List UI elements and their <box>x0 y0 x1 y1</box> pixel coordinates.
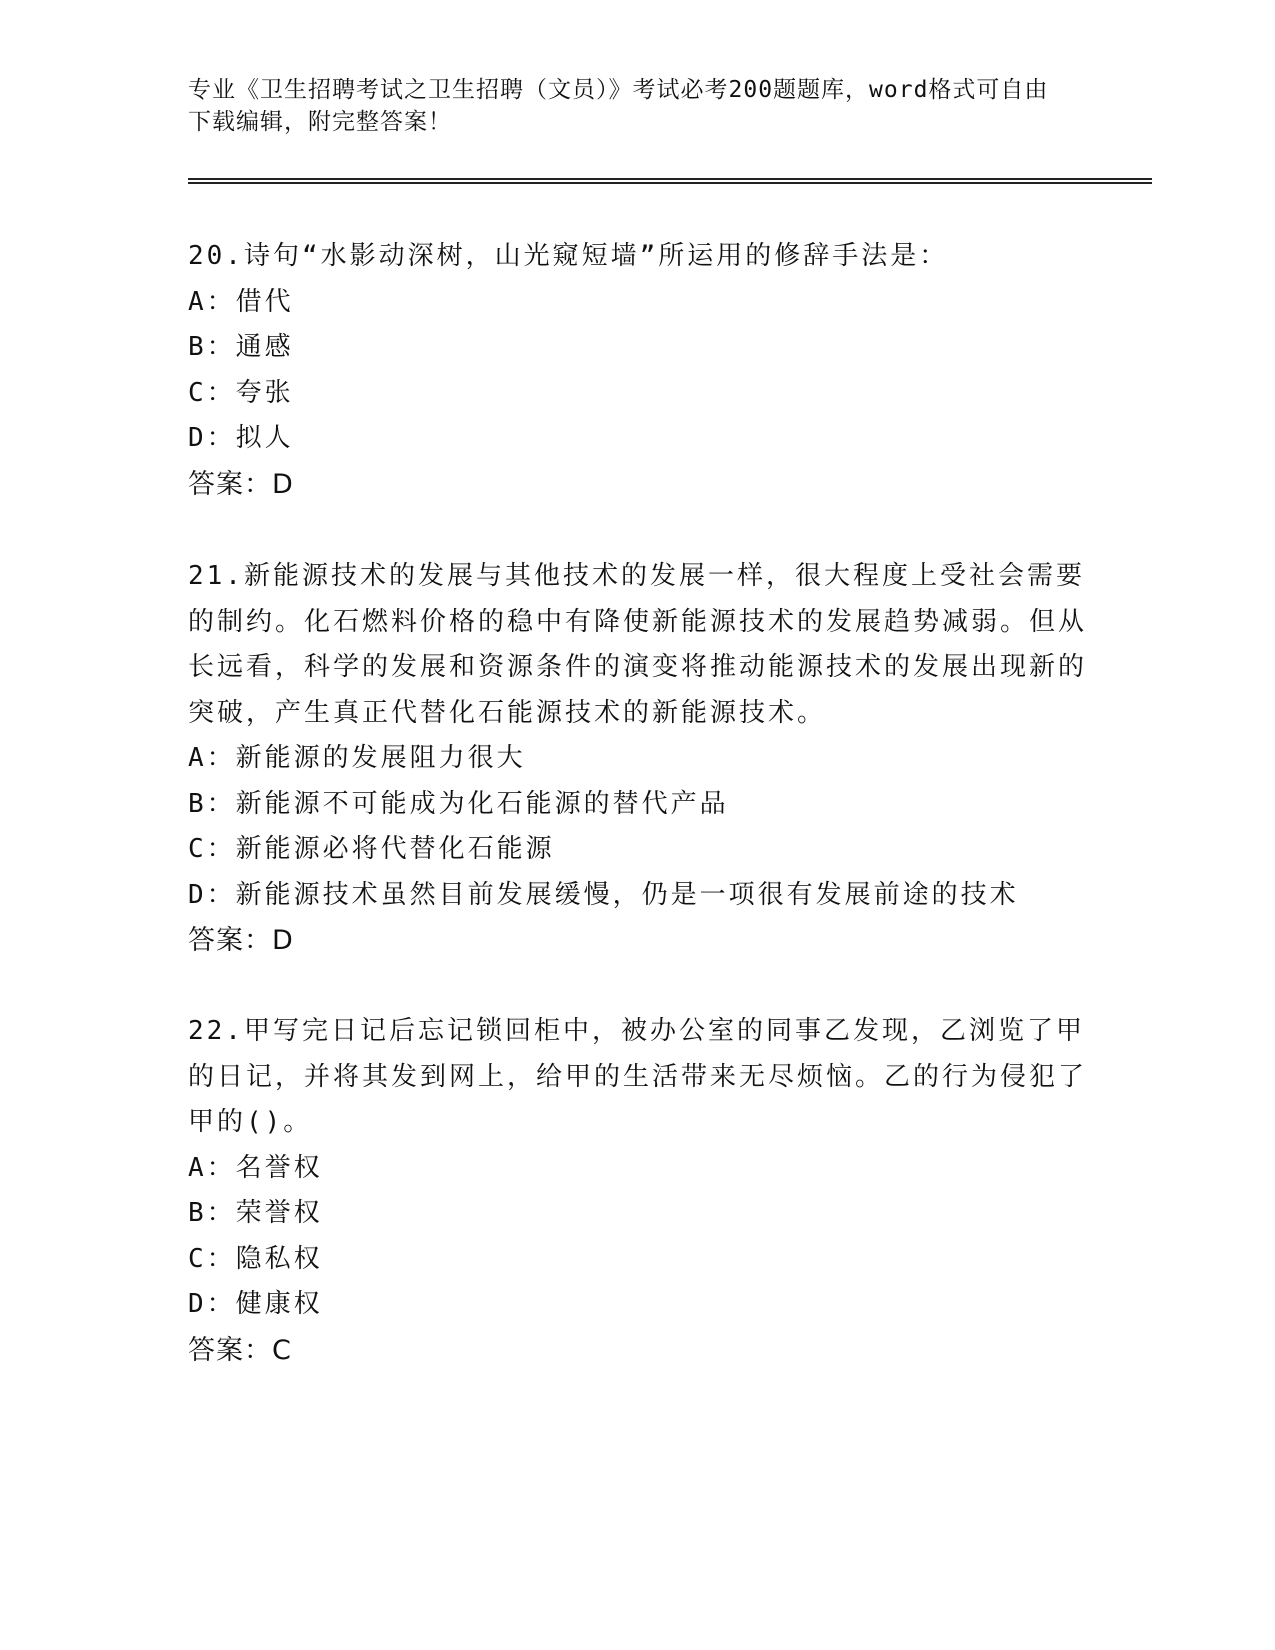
option-d: D：拟人 <box>188 423 294 453</box>
question-22 <box>188 1009 1088 1373</box>
answer-line: 答案：D <box>188 468 294 500</box>
question-stem: 21.新能源技术的发展与其他技术的发展一样，很大程度上受社会需要的制约。化石燃料价格的稳中有降使新能源技术的发展趋势减弱。但从长远看，科学的发展和资源条件的演变将推动能源技术的发展出现新的突破，产生真正代替化石能源技术的新能源技术。 <box>188 561 1088 728</box>
question-21 <box>188 554 1088 964</box>
header-divider <box>188 178 1152 184</box>
option-d: D：健康权 <box>188 1289 323 1319</box>
option-a: A：新能源的发展阻力很大 <box>188 743 526 773</box>
option-a: A：借代 <box>188 286 294 317</box>
question-stem: 20.诗句“水影动深树，山光窥短墙”所运用的修辞手法是： <box>188 241 949 271</box>
question-20 <box>188 234 1088 507</box>
question-stem: 22.甲写完日记后忘记锁回柜中，被办公室的同事乙发现，乙浏览了甲的日记，并将其发到网上，给甲的生活带来无尽烦恼。乙的行为侵犯了甲的()。 <box>188 1016 1088 1137</box>
option-c: C：隐私权 <box>188 1243 323 1274</box>
option-b: B：荣誉权 <box>188 1198 323 1228</box>
answer-line: 答案：C <box>188 1334 292 1366</box>
option-b: B：通感 <box>188 332 294 362</box>
option-a: A：名誉权 <box>188 1152 323 1183</box>
option-d: D：新能源技术虽然目前发展缓慢，仍是一项很有发展前途的技术 <box>188 879 1019 910</box>
option-b: B：新能源不可能成为化石能源的替代产品 <box>188 788 729 819</box>
document-header: 专业《卫生招聘考试之卫生招聘（文员）》考试必考200题题库，word格式可自由下载编辑，附完整答案！ <box>188 77 1049 135</box>
option-c: C：夸张 <box>188 377 294 408</box>
answer-line: 答案：D <box>188 925 294 956</box>
option-c: C：新能源必将代替化石能源 <box>188 834 555 864</box>
